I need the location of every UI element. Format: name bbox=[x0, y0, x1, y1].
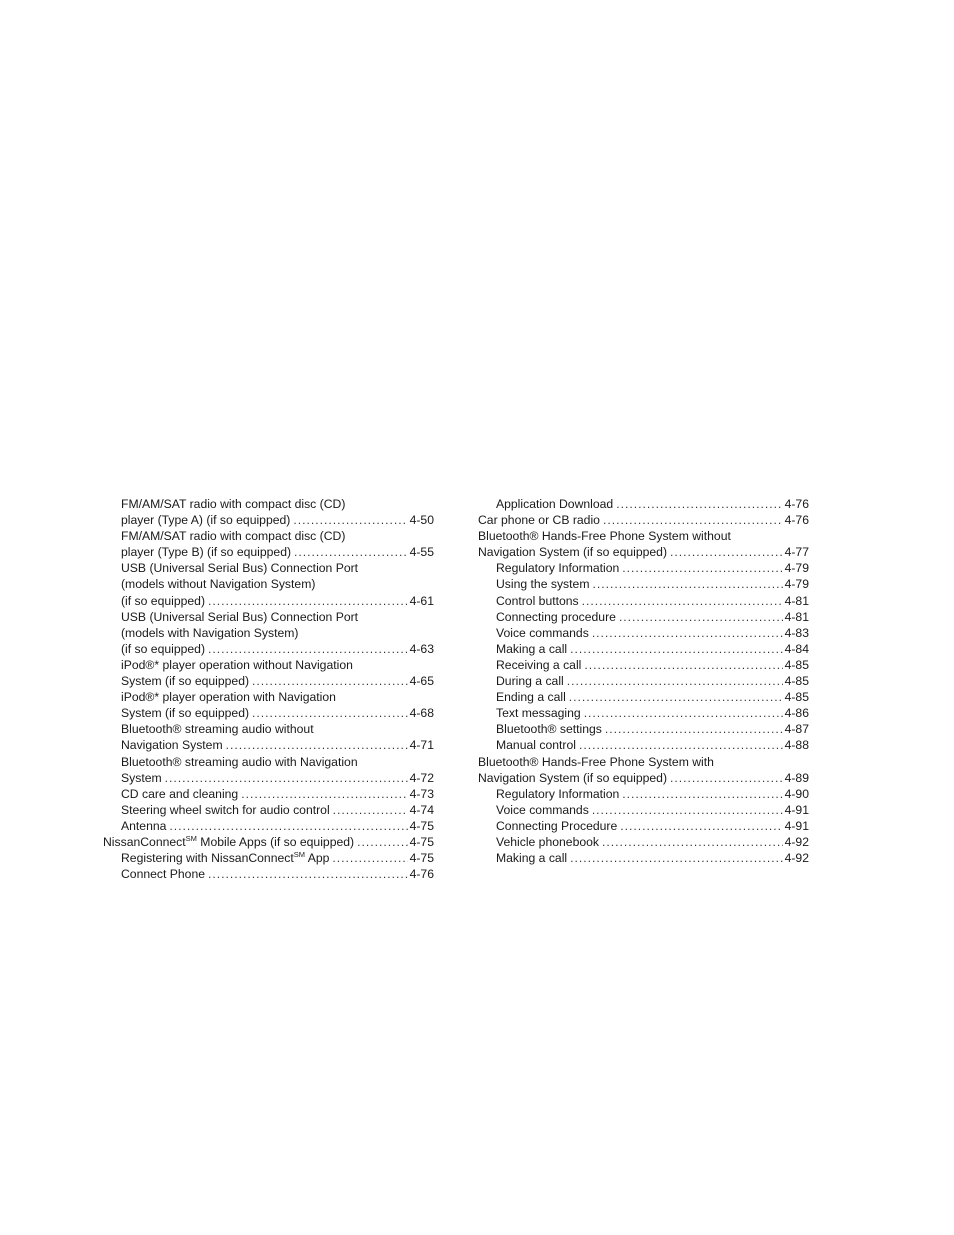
toc-entry[interactable] bbox=[478, 802, 809, 818]
toc-entry-title-line: iPod®* player operation without Navigation bbox=[121, 657, 353, 672]
toc-entry-title: Control buttons bbox=[496, 593, 579, 608]
toc-page-number: 4-65 bbox=[409, 674, 434, 689]
toc-entry-title: System (if so equipped) bbox=[121, 674, 250, 689]
toc-page-number: 4-84 bbox=[784, 641, 809, 656]
toc-entry[interactable] bbox=[103, 754, 434, 786]
toc-page-number: 4-90 bbox=[784, 786, 809, 801]
dot-leader bbox=[584, 657, 782, 673]
toc-entry-title: During a call bbox=[496, 674, 564, 689]
toc-entry-title-line: FM/AM/SAT radio with compact disc (CD) bbox=[121, 529, 346, 544]
toc-entry[interactable] bbox=[478, 512, 809, 528]
dot-leader bbox=[333, 802, 408, 818]
toc-entry[interactable] bbox=[103, 818, 434, 834]
toc-entry[interactable] bbox=[478, 560, 809, 576]
toc-entry[interactable] bbox=[103, 786, 434, 802]
toc-page-number: 4-89 bbox=[784, 770, 809, 785]
dot-leader bbox=[226, 737, 408, 753]
toc-entry-title: Regulatory Information bbox=[496, 561, 620, 576]
toc-entry-title: Using the system bbox=[496, 577, 590, 592]
toc-entry[interactable] bbox=[478, 689, 809, 705]
dot-leader bbox=[616, 496, 782, 512]
toc-page-number: 4-79 bbox=[784, 561, 809, 576]
toc-entry-title: System (if so equipped) bbox=[121, 706, 250, 721]
dot-leader bbox=[605, 721, 783, 737]
toc-page-number: 4-83 bbox=[784, 625, 809, 640]
dot-leader bbox=[357, 834, 408, 850]
toc-entry[interactable] bbox=[478, 528, 809, 560]
toc-entry-title: Making a call bbox=[496, 851, 568, 866]
dot-leader bbox=[592, 625, 783, 641]
toc-entry-title: Receiving a call bbox=[496, 657, 582, 672]
toc-entry[interactable] bbox=[103, 657, 434, 689]
toc-entry-title: Connecting procedure bbox=[496, 609, 616, 624]
toc-page-number: 4-63 bbox=[409, 641, 434, 656]
toc-page-number: 4-91 bbox=[784, 802, 809, 817]
toc-entry[interactable] bbox=[478, 737, 809, 753]
toc-page-number: 4-55 bbox=[409, 545, 434, 560]
toc-page-number: 4-72 bbox=[409, 770, 434, 785]
toc-entry-title: Navigation System bbox=[121, 738, 223, 753]
toc-entry-title-line: Bluetooth® streaming audio with Navigation bbox=[121, 754, 358, 769]
toc-page-number: 4-50 bbox=[409, 513, 434, 528]
toc-entry-title-line: (models with Navigation System) bbox=[121, 625, 299, 640]
toc-entry[interactable] bbox=[103, 689, 434, 721]
service-mark: SM bbox=[293, 850, 305, 860]
toc-entry[interactable] bbox=[478, 786, 809, 802]
toc-entry[interactable] bbox=[478, 593, 809, 609]
toc-page-number: 4-81 bbox=[784, 609, 809, 624]
toc-page-number: 4-77 bbox=[784, 545, 809, 560]
toc-entry[interactable] bbox=[478, 754, 809, 786]
toc-entry-title: (if so equipped) bbox=[121, 641, 206, 656]
dot-leader bbox=[619, 609, 783, 625]
toc-entry[interactable] bbox=[478, 673, 809, 689]
toc-entry[interactable] bbox=[478, 721, 809, 737]
toc-page-number: 4-86 bbox=[784, 706, 809, 721]
dot-leader bbox=[208, 641, 408, 657]
toc-entry[interactable] bbox=[103, 850, 434, 866]
toc-page-number: 4-76 bbox=[784, 513, 809, 528]
toc-entry-title: player (Type B) (if so equipped) bbox=[121, 545, 292, 560]
toc-column-right bbox=[478, 496, 809, 866]
toc-entry-title: CD care and cleaning bbox=[121, 786, 239, 801]
dot-leader bbox=[579, 737, 783, 753]
toc-page-number: 4-92 bbox=[784, 834, 809, 849]
toc-entry[interactable] bbox=[478, 609, 809, 625]
toc-entry-title: Bluetooth® settings bbox=[496, 722, 602, 737]
toc-entry-title: Steering wheel switch for audio control bbox=[121, 802, 330, 817]
dot-leader bbox=[567, 673, 783, 689]
dot-leader bbox=[569, 689, 783, 705]
toc-entry[interactable] bbox=[103, 528, 434, 560]
toc-entry[interactable] bbox=[478, 705, 809, 721]
toc-entry-title-line: Bluetooth® Hands-Free Phone System without bbox=[478, 529, 731, 544]
toc-page-number: 4-85 bbox=[784, 690, 809, 705]
toc-page-number: 4-92 bbox=[784, 851, 809, 866]
toc-entry[interactable] bbox=[478, 834, 809, 850]
toc-entry[interactable] bbox=[478, 496, 809, 512]
dot-leader bbox=[169, 818, 407, 834]
toc-entry-title: Antenna bbox=[121, 818, 167, 833]
toc-entry-title-line: Bluetooth® streaming audio without bbox=[121, 722, 314, 737]
toc-entry[interactable] bbox=[478, 850, 809, 866]
toc-page-number: 4-75 bbox=[409, 818, 434, 833]
dot-leader bbox=[252, 705, 408, 721]
toc-entry[interactable] bbox=[478, 641, 809, 657]
toc-page-number: 4-91 bbox=[784, 818, 809, 833]
toc-entry-title: Regulatory Information bbox=[496, 786, 620, 801]
toc-entry-title: Vehicle phonebook bbox=[496, 834, 600, 849]
dot-leader bbox=[622, 560, 782, 576]
toc-entry[interactable] bbox=[103, 609, 434, 657]
dot-leader bbox=[584, 705, 783, 721]
toc-page-number: 4-76 bbox=[409, 867, 434, 882]
dot-leader bbox=[293, 512, 407, 528]
dot-leader bbox=[670, 770, 783, 786]
toc-page-number: 4-71 bbox=[409, 738, 434, 753]
toc-page-number: 4-73 bbox=[409, 786, 434, 801]
dot-leader bbox=[165, 770, 408, 786]
dot-leader bbox=[332, 850, 407, 866]
toc-entry-title: Text messaging bbox=[496, 706, 581, 721]
toc-entry-title: Voice commands bbox=[496, 802, 589, 817]
toc-page-number: 4-81 bbox=[784, 593, 809, 608]
dot-leader bbox=[622, 786, 782, 802]
dot-leader bbox=[208, 866, 408, 882]
toc-page-number: 4-87 bbox=[784, 722, 809, 737]
toc-page-number: 4-75 bbox=[409, 851, 434, 866]
toc-page-number: 4-79 bbox=[784, 577, 809, 592]
toc-entry-title: Application Download bbox=[496, 497, 614, 511]
toc-entry-title: Car phone or CB radio bbox=[478, 513, 600, 528]
toc-page-number: 4-85 bbox=[784, 674, 809, 689]
dot-leader bbox=[252, 673, 408, 689]
toc-entry-title-line: (models without Navigation System) bbox=[121, 577, 316, 592]
dot-leader bbox=[620, 818, 782, 834]
toc-entry[interactable] bbox=[103, 802, 434, 818]
toc-entry-title: Navigation System (if so equipped) bbox=[478, 770, 668, 785]
toc-entry[interactable] bbox=[103, 866, 434, 882]
dot-leader bbox=[670, 544, 783, 560]
toc-column-left bbox=[103, 496, 434, 882]
dot-leader bbox=[208, 593, 408, 609]
toc-entry-title: Connecting Procedure bbox=[496, 818, 618, 833]
toc-entry-title: Making a call bbox=[496, 641, 568, 656]
toc-entry-title: Manual control bbox=[496, 738, 576, 753]
toc-entry[interactable] bbox=[103, 834, 434, 850]
toc-entry[interactable] bbox=[478, 657, 809, 673]
toc-entry-title-line: FM/AM/SAT radio with compact disc (CD) bbox=[121, 497, 346, 511]
toc-entry-title: player (Type A) (if so equipped) bbox=[121, 513, 291, 528]
dot-leader bbox=[570, 641, 782, 657]
toc-entry-title-line: USB (Universal Serial Bus) Connection Port bbox=[121, 561, 359, 576]
dot-leader bbox=[241, 786, 407, 802]
dot-leader bbox=[602, 834, 783, 850]
dot-leader bbox=[582, 593, 783, 609]
toc-entry-title: Voice commands bbox=[496, 625, 589, 640]
toc-entry-title-line: USB (Universal Serial Bus) Connection Port bbox=[121, 609, 359, 624]
toc-entry-title: (if so equipped) bbox=[121, 593, 206, 608]
toc-entry-title: System bbox=[121, 770, 162, 785]
toc-entry-title: Navigation System (if so equipped) bbox=[478, 545, 668, 560]
dot-leader bbox=[592, 802, 783, 818]
toc-entry[interactable] bbox=[478, 818, 809, 834]
service-mark: SM bbox=[185, 833, 197, 843]
toc-entry[interactable] bbox=[103, 560, 434, 608]
toc-entry-title-line: iPod®* player operation with Navigation bbox=[121, 690, 336, 705]
toc-page-number: 4-85 bbox=[784, 657, 809, 672]
toc-entry-title: NissanConnect℠ Mobile Apps (if so equipped) bbox=[103, 833, 355, 849]
toc-entry[interactable] bbox=[103, 721, 434, 753]
toc-page-number: 4-76 bbox=[784, 497, 809, 511]
dot-leader bbox=[592, 576, 782, 592]
toc-page-number: 4-75 bbox=[409, 834, 434, 849]
toc-entry[interactable] bbox=[478, 576, 809, 592]
toc-entry[interactable] bbox=[103, 496, 434, 528]
dot-leader bbox=[570, 850, 782, 866]
toc-entry[interactable] bbox=[478, 625, 809, 641]
toc-entry-title-line: Bluetooth® Hands-Free Phone System with bbox=[478, 754, 714, 769]
toc-page-number: 4-61 bbox=[409, 593, 434, 608]
toc-page-number: 4-88 bbox=[784, 738, 809, 753]
dot-leader bbox=[294, 544, 408, 560]
toc-entry-title: Ending a call bbox=[496, 690, 566, 705]
toc-page-number: 4-74 bbox=[409, 802, 434, 817]
toc-page-number: 4-68 bbox=[409, 706, 434, 721]
toc-entry-title: Connect Phone bbox=[121, 867, 206, 882]
dot-leader bbox=[603, 512, 783, 528]
toc-entry-title: Registering with NissanConnect℠ App bbox=[121, 850, 330, 866]
